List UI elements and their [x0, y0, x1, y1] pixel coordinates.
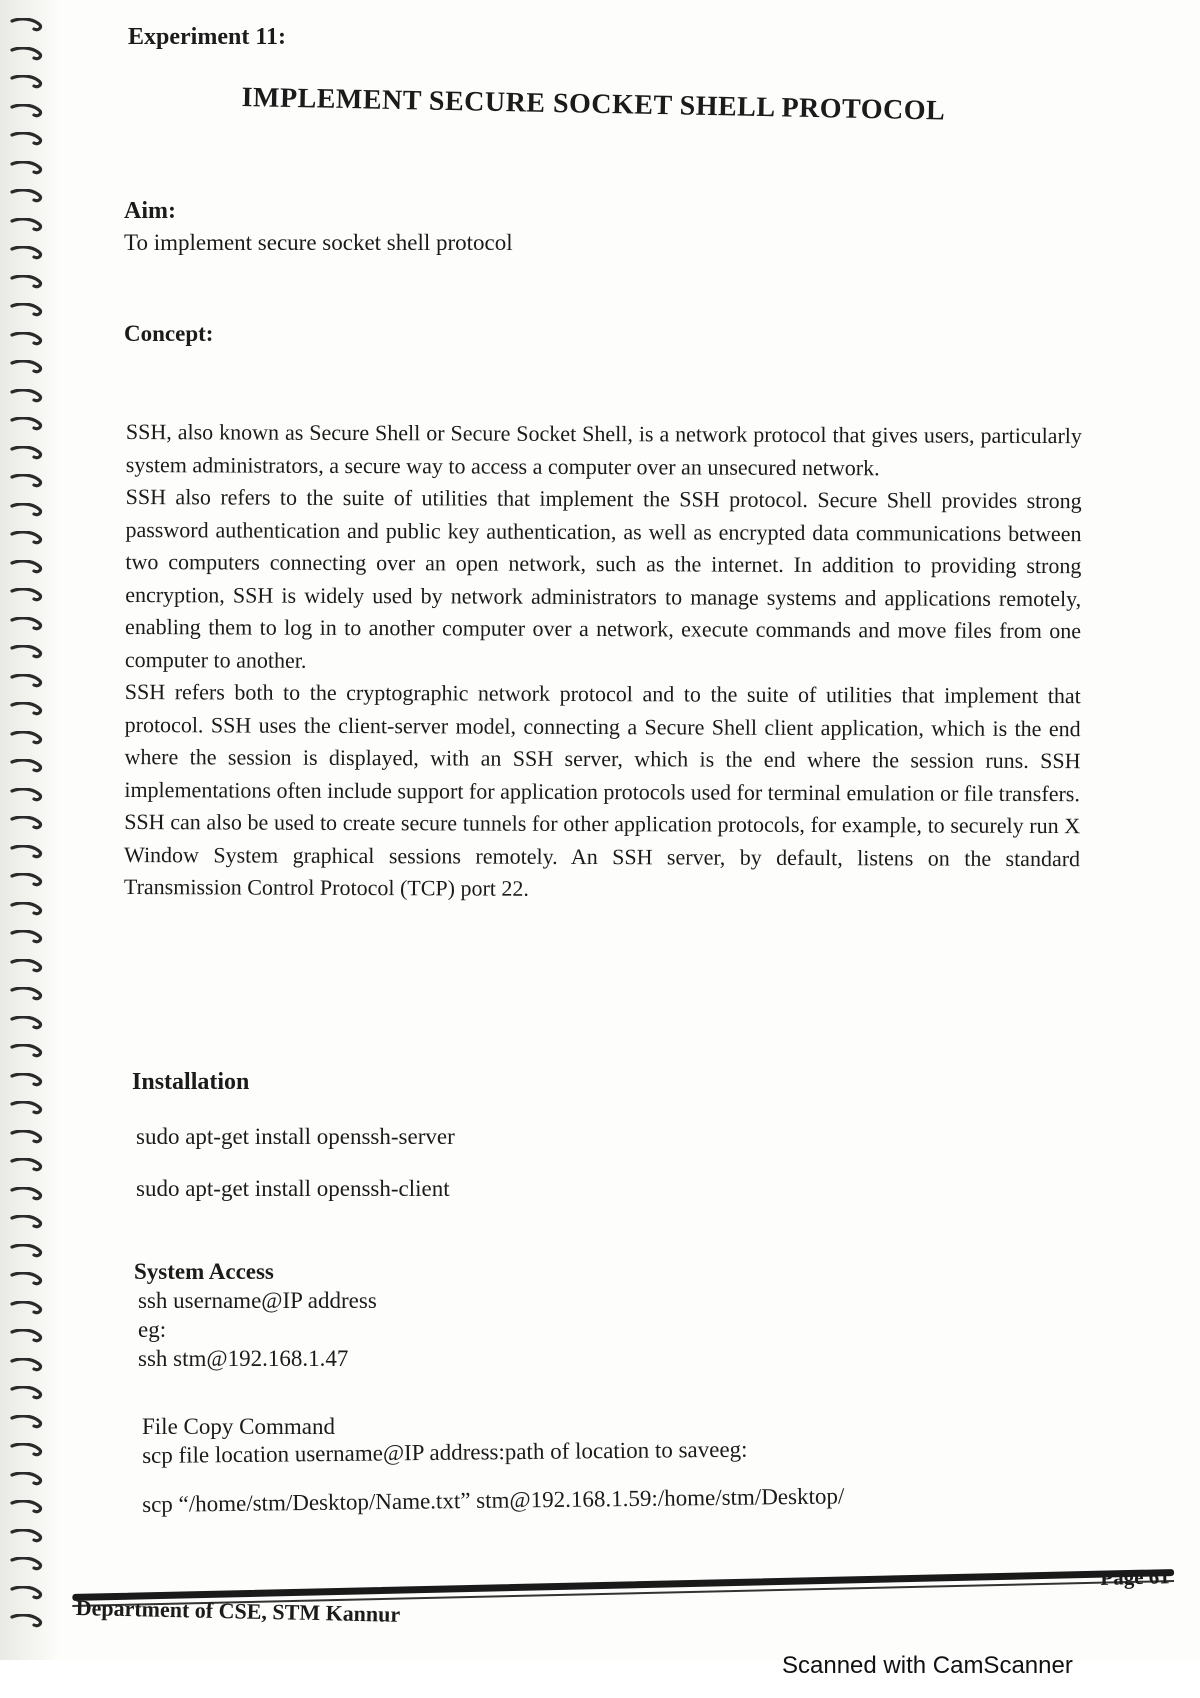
binding-ring [10, 75, 44, 89]
file-copy-heading: File Copy Command [142, 1414, 335, 1439]
concept-body [124, 416, 1082, 908]
scanner-watermark: Scanned with CamScanner [782, 1652, 1073, 1679]
footer-department: Department of CSE, STM Kannur [75, 1595, 401, 1627]
page-title: IMPLEMENT SECURE SOCKET SHELL PROTOCOL [241, 82, 946, 127]
binding-ring [10, 360, 44, 374]
binding-ring [10, 474, 44, 488]
binding-ring [10, 645, 44, 659]
system-access-line: eg: [138, 1317, 167, 1342]
binding-ring [10, 132, 44, 146]
binding-ring [10, 930, 44, 944]
binding-ring [10, 303, 44, 317]
binding-ring [10, 1101, 44, 1115]
concept-paragraph: SSH refers both to the cryptographic network protocol and to the suite of utilities that implement that protocol. SSH uses the client-server model, connecting a Secure Shell client application, which is the end where the session is displayed, with an SSH server, which is the end where the session runs. SSH implementations often include support for application protocols used for terminal emulation or file transfers. [124, 678, 1081, 806]
spiral-binding [0, 0, 60, 1660]
binding-ring [10, 674, 44, 688]
page-number: Page 61 [1100, 1564, 1171, 1590]
concept-paragraph: SSH also refers to the suite of utilities that implement the SSH protocol. Secure Shell provides strong password authentication and public key authentication, as well as encrypted data communications between two computers connecting over an open network, such as the internet. In addition to providing strong encryption, SSH is widely used by network administrators to manage systems and applications remotely, enabling them to log in to another computer over a network, execute commands and move files from one computer to another. [124, 483, 1082, 673]
binding-ring [10, 873, 44, 887]
aim-text: To implement secure socket shell protocol [124, 230, 513, 255]
binding-ring [10, 1614, 44, 1628]
binding-ring [10, 1472, 44, 1486]
binding-ring [10, 788, 44, 802]
binding-ring [10, 1443, 44, 1457]
binding-ring [10, 959, 44, 973]
file-copy-line: scp file location username@IP address:path of location to saveeg: [142, 1436, 748, 1468]
install-command: sudo apt-get install openssh-client [136, 1176, 450, 1201]
binding-ring [10, 503, 44, 517]
binding-ring [10, 1073, 44, 1087]
install-command: sudo apt-get install openssh-server [136, 1124, 455, 1149]
binding-ring [10, 1244, 44, 1258]
binding-ring [10, 275, 44, 289]
binding-ring [10, 1272, 44, 1286]
binding-ring [10, 560, 44, 574]
binding-ring [10, 104, 44, 118]
binding-ring [10, 588, 44, 602]
binding-ring [10, 617, 44, 631]
binding-ring [10, 389, 44, 403]
concept-paragraph: SSH can also be used to create secure tunnels for other application protocols, for example, to securely run X Window System graphical sessions remotely. An SSH server, by default, listens on the standard Transmission Control Protocol (TCP) port 22. [123, 808, 1081, 901]
binding-ring [10, 161, 44, 175]
aim-heading: Aim: [124, 198, 176, 224]
binding-ring [10, 759, 44, 773]
binding-ring [10, 816, 44, 830]
binding-ring [10, 218, 44, 232]
binding-ring [10, 1158, 44, 1172]
binding-ring [10, 1301, 44, 1315]
binding-ring [10, 531, 44, 545]
binding-ring [10, 1044, 44, 1058]
binding-ring [10, 1557, 44, 1571]
binding-ring [10, 1215, 44, 1229]
installation-heading: Installation [132, 1069, 250, 1095]
binding-ring [10, 1016, 44, 1030]
system-access-line: ssh username@IP address [138, 1288, 377, 1313]
binding-ring [10, 446, 44, 460]
binding-ring [10, 1586, 44, 1600]
file-copy-line: scp “/home/stm/Desktop/Name.txt” stm@192.168.1.59:/home/stm/Desktop/ [142, 1483, 845, 1517]
concept-paragraph: SSH, also known as Secure Shell or Secure Socket Shell, is a network protocol that gives users, particularly system administrators, a secure way to access a computer over an unsecured network. [125, 418, 1082, 480]
binding-ring [10, 731, 44, 745]
binding-ring [10, 417, 44, 431]
binding-ring [10, 1529, 44, 1543]
binding-ring [10, 1329, 44, 1343]
binding-ring [10, 902, 44, 916]
binding-ring [10, 246, 44, 260]
binding-ring [10, 47, 44, 61]
binding-ring [10, 1130, 44, 1144]
concept-heading: Concept: [124, 321, 214, 346]
system-access-line: ssh stm@192.168.1.47 [138, 1346, 349, 1371]
binding-ring [10, 987, 44, 1001]
binding-ring [10, 1187, 44, 1201]
binding-ring [10, 332, 44, 346]
binding-ring [10, 1415, 44, 1429]
system-access-heading: System Access [134, 1259, 274, 1284]
binding-ring [10, 1358, 44, 1372]
binding-ring [10, 702, 44, 716]
experiment-label: Experiment 11: [128, 24, 286, 50]
binding-ring [10, 1500, 44, 1514]
binding-ring [10, 189, 44, 203]
binding-ring [10, 845, 44, 859]
binding-ring [10, 18, 44, 32]
binding-ring [10, 1386, 44, 1400]
